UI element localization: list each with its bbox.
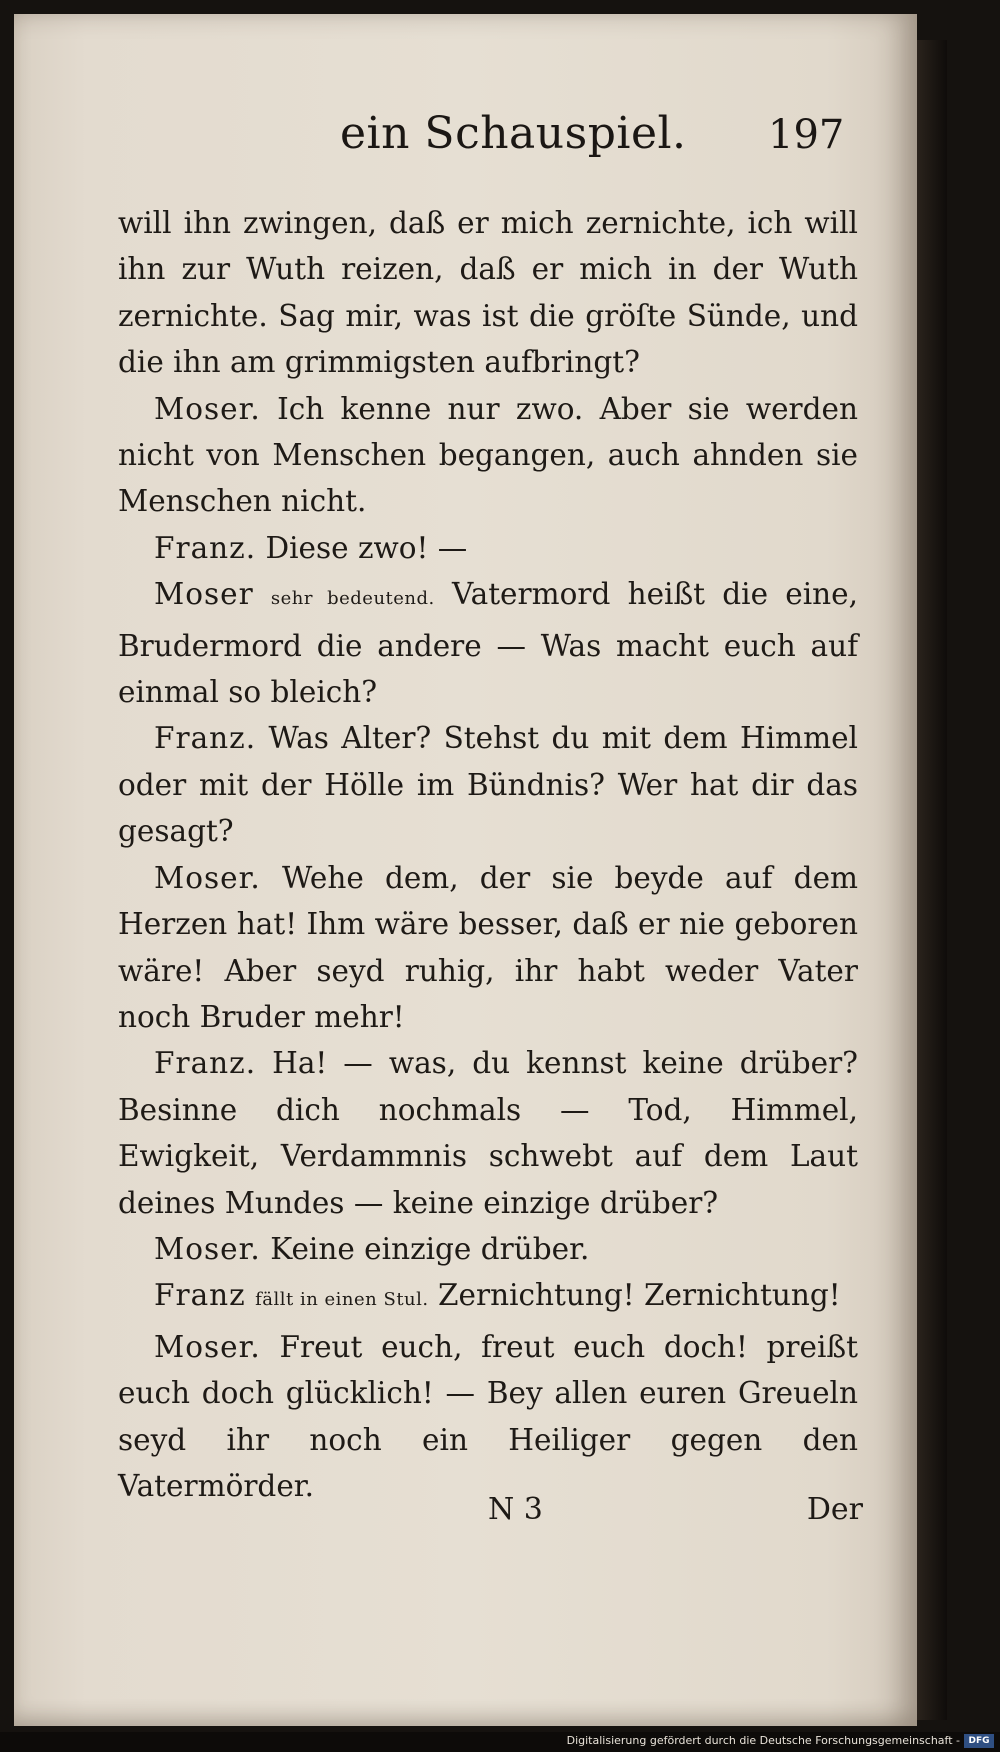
paragraph-text: will ihn zwingen, daß er mich zernichte, ich will ihn zur Wuth reizen, daß er mich in der Wuth zernichte. Sag mir, was ist die gröſte Sünde, und die ihn am grimmigsten aufbringt? [118, 206, 858, 380]
paragraph-7 [118, 1040, 858, 1226]
catchword: Der [806, 1492, 863, 1527]
paragraph-text: Ha! — was, du kennst keine drüber? Besinne dich nochmals — Tod, Himmel, Ewigkeit, Verdammnis schwebt auf dem Laut deines Mundes — keine einzige drüber? [118, 1046, 858, 1220]
stage-direction: fällt in einen Stul. [255, 1289, 429, 1311]
signature-mark: N 3 [488, 1492, 543, 1527]
speaker-name: Moser. [154, 860, 261, 895]
credit-bar [0, 1732, 1000, 1752]
running-head: ein Schauspiel. [340, 108, 687, 159]
page-text [118, 200, 858, 1509]
paragraph-text: Diese zwo! — [265, 530, 468, 565]
page-footer [118, 1492, 863, 1538]
paragraph-text: Keine einzige drüber. [270, 1231, 590, 1266]
speaker-name: Moser. [154, 1329, 261, 1364]
paragraph-9 [118, 1272, 858, 1323]
credit-text: Digitalisierung gefördert durch die Deutsche Forschungsgemeinschaft - [566, 1734, 960, 1747]
stage-direction: sehr bedeutend. [270, 588, 435, 610]
paragraph-8 [118, 1226, 858, 1272]
speaker-name: Franz. [154, 530, 257, 565]
speaker-name: Franz [154, 1278, 246, 1313]
paragraph-text: Ich kenne nur zwo. Aber sie werden nicht von Menschen begangen, auch ahnden sie Menschen nicht. [118, 391, 858, 519]
paragraph-1 [118, 200, 858, 386]
paragraph-6 [118, 855, 858, 1041]
speaker-name: Moser. [154, 1231, 261, 1266]
speaker-name: Franz. [154, 1046, 257, 1081]
speaker-name: Moser. [154, 391, 261, 426]
dfg-logo: DFG [964, 1734, 994, 1748]
paragraph-text: Wehe dem, der sie beyde auf dem Herzen hat! Ihm wäre besser, daß er nie geboren wäre! Aber seyd ruhig, ihr habt weder Vater noch Bruder mehr! [118, 860, 858, 1034]
book-edge [917, 40, 947, 1720]
paragraph-2 [118, 386, 858, 525]
speaker-name: Moser [154, 577, 254, 612]
page-number: 197 [768, 112, 845, 158]
paragraph-3 [118, 525, 858, 571]
paragraph-text: Zernichtung! Zernichtung! [438, 1278, 841, 1313]
paragraph-4 [118, 571, 858, 715]
paragraph-text: Freut euch, freut euch doch! preißt euch doch glücklich! — Bey allen euren Greueln seyd ihr noch ein Heiliger gegen den Vatermörder. [118, 1329, 858, 1503]
paragraph-text: Vatermord heißt die eine, Brudermord die andere — Was macht euch auf einmal so bleich? [118, 577, 858, 710]
paragraph-5 [118, 715, 858, 854]
paragraph-text: Was Alter? Stehst du mit dem Himmel oder mit der Hölle im Bündnis? Wer hat dir das gesagt? [118, 721, 858, 849]
speaker-name: Franz. [154, 721, 257, 756]
paragraph-10 [118, 1324, 858, 1510]
